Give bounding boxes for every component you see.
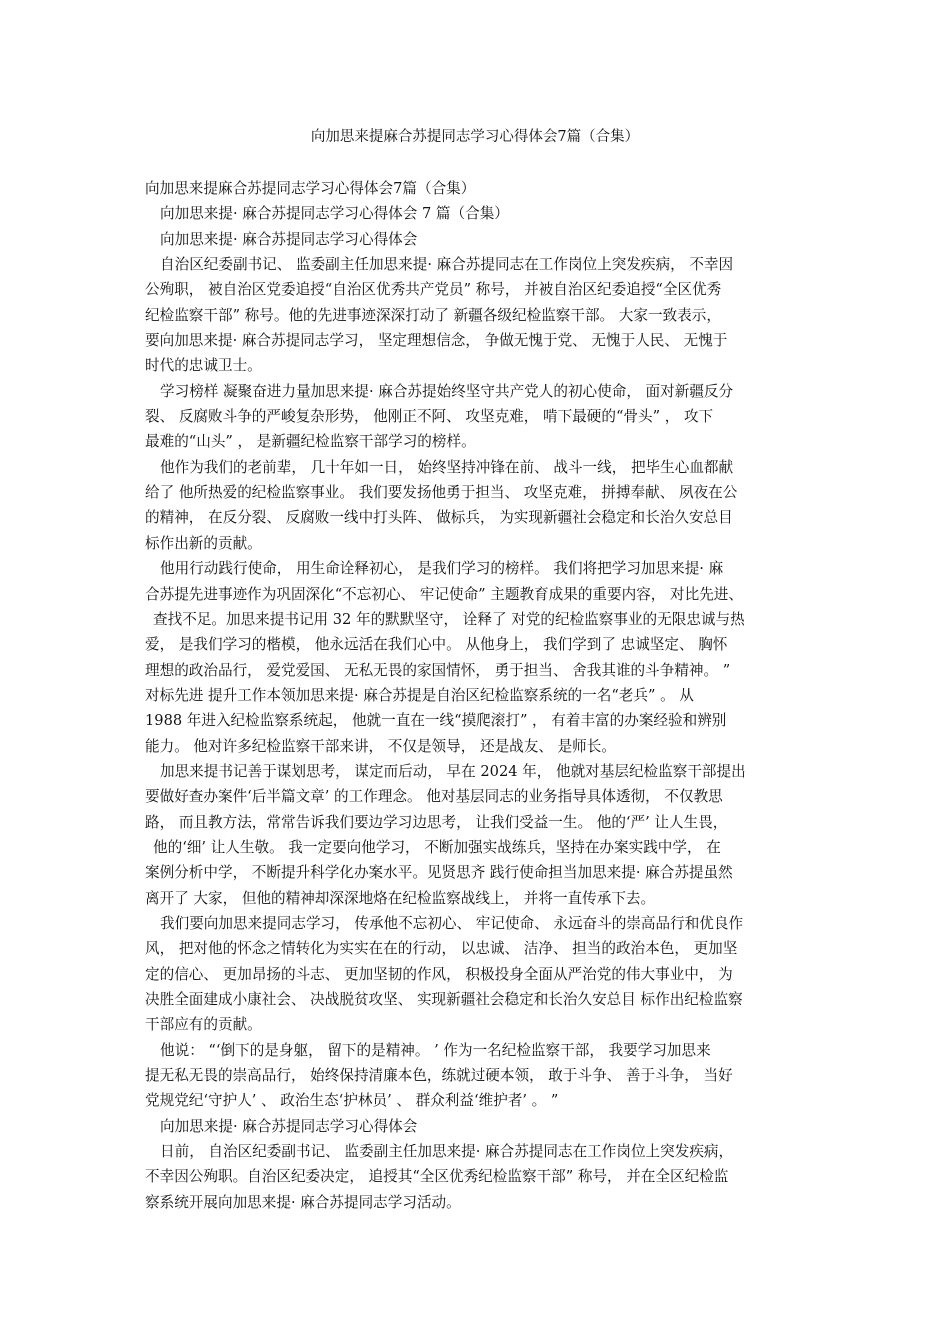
document-body — [145, 176, 817, 1215]
text-line: 自治区纪委副书记、 监委副主任加思来提· 麻合苏提同志在工作岗位上突发疾病， 不幸因 — [160, 256, 734, 274]
text-line: 不幸因公殉职。自治区纪委决定， 追授其“全区优秀纪检监察干部” 称号， 并在全区纪检监 — [145, 1168, 729, 1186]
text-line: 查找不足。加思来提书记用 32 年的默默坚守， 诠释了 对党的纪检监察事业的无限忠诚与热 — [153, 610, 745, 628]
text-line: 风， 把对他的怀念之情转化为实实在在的行动， 以忠诚、 洁净、 担当的政治本色， 更加坚 — [145, 940, 738, 958]
text-line: 他的‘细’ 让人生敬。 我一定要向他学习， 不断加强实战练兵，坚持在办案实践中学， 在 — [153, 838, 721, 856]
text-line: 提无私无畏的崇高品行， 始终保持清廉本色，练就过硬本领， 敢于斗争、 善于斗争， 当好 — [145, 1067, 733, 1085]
text-line: 最难的“山头” ， 是新疆纪检监察干部学习的榜样。 — [145, 433, 476, 451]
text-line: 他作为我们的老前辈， 几十年如一日， 始终坚持冲锋在前、 战斗一线， 把毕生心血都献 — [160, 458, 734, 476]
text-line: 他说： “‘倒下的是身躯， 留下的是精神。 ’ 作为一名纪检监察干部， 我要学习加思来 — [160, 1041, 711, 1059]
text-line: 日前， 自治区纪委副书记、 监委副主任加思来提· 麻合苏提同志在工作岗位上突发疾病， — [160, 1143, 734, 1161]
document-title: 向加思来提麻合苏提同志学习心得体会7篇（合集） — [310, 129, 640, 145]
text-line: 纪检监察干部” 称号。他的先进事迹深深打动了 新疆各级纪检监察干部。 大家一致表示， — [145, 306, 721, 324]
text-line: 给了 他所热爱的纪检监察事业。 我们要发扬他勇于担当、 攻坚克难， 拼搏奉献、 夙夜在公 — [145, 484, 738, 502]
text-line: 合苏提先进事迹作为巩固深化“不忘初心、 牢记使命” 主题教育成果的重要内容， 对比先进、 — [145, 585, 743, 603]
text-line: 察系统开展向加思来提· 麻合苏提同志学习活动。 — [145, 1193, 461, 1211]
text-line: 对标先进 提升工作本领加思来提· 麻合苏提是自治区纪检监察系统的一名“老兵” 。 从 — [145, 686, 694, 704]
text-line: 决胜全面建成小康社会、 决战脱贫攻坚、 实现新疆社会稳定和长治久安总目 标作出纪检监察 — [145, 991, 743, 1008]
text-line: 离开了 大家， 但他的精神却深深地烙在纪检监察战线上， 并将一直传承下去。 — [145, 889, 656, 907]
text-line: 学习榜样 凝聚奋进力量加思来提· 麻合苏提始终坚守共产党人的初心使命， 面对新疆反分 — [160, 382, 734, 400]
text-line: 标作出新的贡献。 — [145, 534, 262, 552]
text-line: 能力。 他对许多纪检监察干部来讲， 不仅是领导， 还是战友、 是师长。 — [145, 737, 616, 755]
text-line: 党规党纪‘守护人’ 、 政治生态‘护林员’ 、 群众利益‘维护者’ 。 ” — [145, 1092, 559, 1110]
text-line: 爱， 是我们学习的楷模， 他永远活在我们心中。 从他身上， 我们学到了 忠诚坚定、 胸怀 — [145, 636, 728, 654]
text-line: 干部应有的贡献。 — [145, 1016, 262, 1034]
text-line: 时代的忠诚卫士。 — [145, 357, 262, 375]
text-line: 加思来提书记善于谋划思考， 谋定而后动， 早在 2024 年， 他就对基层纪检监察干部提出 — [160, 762, 746, 780]
text-line: 他用行动践行使命， 用生命诠释初心， 是我们学习的榜样。 我们将把学习加思来提· 麻 — [160, 560, 724, 578]
text-line: 案例分析中学， 不断提升科学化办案水平。见贤思齐 践行使命担当加思来提· 麻合苏提虽然 — [145, 864, 733, 882]
text-line: 向加思来提· 麻合苏提同志学习心得体会 — [160, 1117, 418, 1135]
text-line: 向加思来提麻合苏提同志学习心得体会7篇（合集） — [145, 180, 476, 197]
text-line: 向加思来提· 麻合苏提同志学习心得体会 7 篇（合集） — [160, 205, 509, 223]
text-line: 定的信心、 更加昂扬的斗志、 更加坚韧的作风， 积极投身全面从严治党的伟大事业中， 为 — [145, 965, 733, 983]
text-line: 理想的政治品行， 爱党爱国、 无私无畏的家国情怀， 勇于担当、 舍我其谁的斗争精神。 ” — [145, 661, 731, 679]
text-line: 我们要向加思来提同志学习， 传承他不忘初心、 牢记使命、 永远奋斗的崇高品行和优良作 — [160, 914, 744, 932]
text-line: 公殉职， 被自治区党委追授“自治区优秀共产党员” 称号， 并被自治区纪委追授“全区优秀 — [145, 281, 722, 299]
text-line: 1988 年进入纪检监察系统起， 他就一直在一线“摸爬滚打” ， 有着丰富的办案经验和辨别 — [145, 712, 727, 730]
text-line: 路， 而且教方法，常常告诉我们要边学习边思考， 让我们受益一生。 他的‘严’ 让人生畏， — [145, 813, 728, 831]
text-line: 要向加思来提· 麻合苏提同志学习， 坚定理想信念， 争做无愧于党、 无愧于人民、 无愧于 — [145, 332, 728, 350]
text-line: 要做好查办案件‘后半篇文章’ 的工作理念。 他对基层同志的业务指导具体透彻， 不仅教思 — [145, 788, 723, 806]
text-line: 向加思来提· 麻合苏提同志学习心得体会 — [160, 230, 418, 248]
text-line: 裂、 反腐败斗争的严峻复杂形势， 他刚正不阿、 攻坚克难， 啃下最硬的“骨头” ， 攻下 — [145, 408, 714, 426]
text-line: 的精神， 在反分裂、 反腐败一线中打头阵、 做标兵， 为实现新疆社会稳定和长治久安总目 — [145, 509, 733, 527]
